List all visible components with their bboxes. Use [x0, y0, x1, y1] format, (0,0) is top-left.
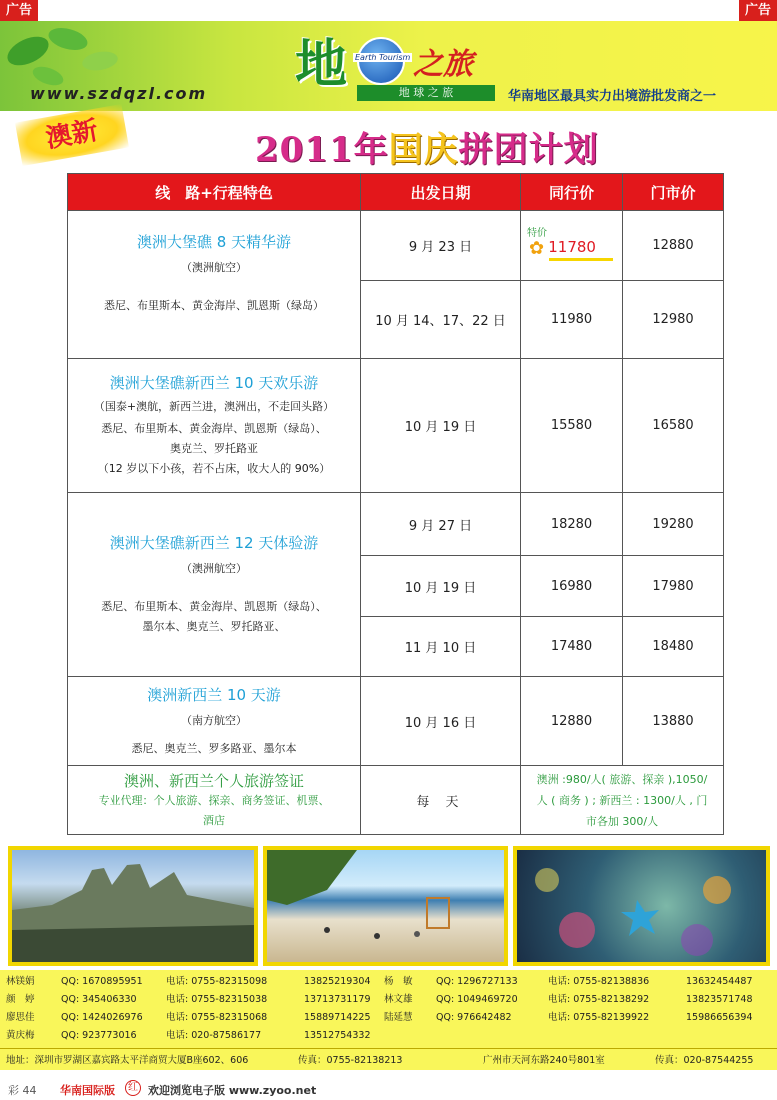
fax-guangzhou: 传真：020-87544255 — [655, 1055, 754, 1066]
logo-char: 地 — [295, 34, 348, 95]
route-note: （12 岁以下小孩，若不占床，收大人的 90%） — [97, 462, 331, 475]
retail-price: 17980 — [623, 556, 724, 617]
retail-price: 12980 — [623, 281, 724, 359]
ad-tag-left: 广告 — [0, 0, 38, 21]
table-header-row — [68, 174, 724, 211]
contact-tel: 电话: 0755-82138292 — [548, 994, 650, 1005]
contact-mobile: 13512754332 — [304, 1030, 371, 1041]
table-row — [68, 766, 724, 835]
route-cell — [68, 211, 361, 359]
photo-strip — [8, 846, 770, 966]
contact-name: 杨 敏 — [384, 976, 413, 987]
logo-band: 地 球 之 旅 — [357, 85, 495, 101]
route-cities-2: 奥克兰、罗托路亚 — [170, 442, 258, 455]
contact-mobile: 15986656394 — [686, 1012, 753, 1023]
photo-reef — [513, 846, 770, 966]
title-suffix: 拼团计划 — [458, 130, 599, 170]
date-cell: 11 月 10 日 — [361, 617, 521, 677]
table-row — [68, 211, 724, 281]
contact-mobile: 13632454487 — [686, 976, 753, 987]
route-title: 澳洲大堡礁 8 天精华游 — [136, 233, 292, 251]
visa-sub-2: 酒店 — [203, 813, 225, 827]
contact-tel: 电话: 0755-82138836 — [548, 976, 650, 987]
retail-price: 16580 — [623, 359, 724, 493]
peer-price: 11980 — [521, 281, 623, 359]
special-underline — [549, 258, 613, 261]
contact-qq: QQ: 345406330 — [61, 994, 137, 1005]
route-title: 澳洲大堡礁新西兰 10 天欢乐游 — [109, 374, 319, 392]
fax-shenzhen: 传真：0755-82138213 — [298, 1055, 403, 1066]
route-cell — [68, 359, 361, 493]
special-label: 特价 — [527, 227, 547, 239]
address-guangzhou: 广州市天河东路240号801室 — [483, 1055, 605, 1066]
page-number: 彩 44 — [8, 1084, 37, 1097]
route-airline: （澳洲航空） — [181, 562, 247, 575]
contact-qq: QQ: 976642482 — [436, 1012, 512, 1023]
route-cities: 悉尼、布里斯本、黄金海岸、凯恩斯（绿岛）、 — [101, 422, 327, 435]
route-cell — [68, 677, 361, 766]
date-cell: 10 月 14、17、22 日 — [361, 281, 521, 359]
table-row — [68, 677, 724, 766]
edition-circle: 红 — [125, 1080, 141, 1096]
globe-text: Earth Tourism — [355, 53, 411, 62]
date-cell: 9 月 23 日 — [361, 211, 521, 281]
header-route: 线 路+行程特色 — [68, 174, 361, 211]
contact-qq: QQ: 1049469720 — [436, 994, 518, 1005]
visa-sub: 专业代理：个人旅游、探亲、商务签证、机票、 — [98, 793, 330, 807]
retail-price: 18480 — [623, 617, 724, 677]
contact-name: 黄庆梅 — [6, 1030, 35, 1041]
contact-name: 颜 婷 — [6, 994, 35, 1005]
contact-tel: 电话: 0755-82315098 — [166, 976, 268, 987]
route-airline: （南方航空） — [181, 713, 247, 727]
footer-tagline[interactable]: 欢迎浏览电子版 www.zyoo.net — [148, 1084, 317, 1097]
page-title — [255, 122, 599, 171]
date-cell: 10 月 19 日 — [361, 359, 521, 493]
header-banner — [0, 21, 777, 111]
contact-qq: QQ: 923773016 — [61, 1030, 137, 1041]
date-cell: 10 月 19 日 — [361, 556, 521, 617]
peer-price: 18280 — [521, 493, 623, 556]
contact-name: 林镁娟 — [6, 976, 35, 987]
header-date: 出发日期 — [361, 174, 521, 211]
peer-price: 11780 — [548, 237, 596, 256]
header-retail-price: 门市价 — [623, 174, 724, 211]
visa-title: 澳洲、新西兰个人旅游签证 — [123, 771, 304, 790]
contact-tel: 电话: 0755-82315038 — [166, 994, 268, 1005]
peer-price: 16980 — [521, 556, 623, 617]
contact-qq: QQ: 1424026976 — [61, 1012, 143, 1023]
visa-price-line: 人 ( 商务 ) ; 新西兰 : 1300/人 , 门 — [536, 793, 708, 807]
retail-price: 12880 — [623, 211, 724, 281]
route-cities: 悉尼、奥克兰、罗多路亚、墨尔本 — [131, 741, 297, 755]
visa-price-cell — [521, 766, 724, 835]
route-cities: 悉尼、布里斯本、黄金海岸、凯恩斯（绿岛）、 — [101, 600, 327, 613]
contact-panel — [0, 970, 777, 1070]
contact-qq: QQ: 1670895951 — [61, 976, 143, 987]
date-cell: 10 月 16 日 — [361, 677, 521, 766]
retail-price: 19280 — [623, 493, 724, 556]
route-cities-2: 墨尔本、奥克兰、罗托路亚、 — [142, 620, 286, 633]
region-badge: 澳新 — [15, 104, 129, 166]
route-airline: （澳洲航空） — [181, 261, 247, 274]
photo-blue-mountains — [8, 846, 258, 966]
flower-icon: ✿ — [529, 237, 545, 259]
route-title: 澳洲新西兰 10 天游 — [147, 685, 281, 704]
contact-tel: 电话: 020-87586177 — [166, 1030, 262, 1041]
peer-price: 17480 — [521, 617, 623, 677]
contact-mobile: 13823571748 — [686, 994, 753, 1005]
contact-name: 陆延慧 — [384, 1012, 413, 1023]
page-footer — [0, 1076, 777, 1100]
contact-qq: QQ: 1296727133 — [436, 976, 518, 987]
contact-tel: 电话: 0755-82315068 — [166, 1012, 268, 1023]
slogan: 华南地区最具实力出境游批发商之一 — [508, 89, 717, 104]
company-logo — [295, 35, 505, 101]
contact-tel: 电话: 0755-82139922 — [548, 1012, 650, 1023]
peer-price: 15580 — [521, 359, 623, 493]
logo-suffix: 之旅 — [413, 47, 473, 82]
ad-tag-right: 广告 — [739, 0, 777, 21]
visa-price-line: 市各加 300/人 — [585, 814, 659, 828]
title-highlight: 国庆 — [388, 130, 459, 170]
visa-cell — [68, 766, 361, 835]
contact-mobile: 13713731179 — [304, 994, 371, 1005]
table-row — [68, 359, 724, 493]
edition-name: 华南国际版 — [60, 1084, 115, 1097]
route-cell — [68, 493, 361, 677]
contact-mobile: 13825219304 — [304, 976, 371, 987]
peer-price-cell — [521, 211, 623, 281]
route-airline: （国泰+澳航，新西兰进，澳洲出，不走回头路） — [93, 400, 335, 413]
address-shenzhen: 地址：深圳市罗湖区嘉宾路太平洋商贸大厦B座602、606 — [6, 1055, 249, 1066]
peer-price: 12880 — [521, 677, 623, 766]
contact-mobile: 15889714225 — [304, 1012, 371, 1023]
address-line — [0, 1048, 777, 1070]
visa-daily: 每 天 — [361, 766, 521, 835]
contact-name: 廖思佳 — [6, 1012, 35, 1023]
retail-price: 13880 — [623, 677, 724, 766]
leaves-icon — [0, 21, 150, 91]
contact-name: 林文雄 — [384, 994, 413, 1005]
route-cities: 悉尼、布里斯本、黄金海岸、凯恩斯（绿岛） — [104, 299, 324, 312]
date-cell: 9 月 27 日 — [361, 493, 521, 556]
website-url[interactable]: www.szdqzl.com — [30, 84, 208, 103]
title-prefix: 2011年 — [255, 130, 389, 170]
photo-beach — [263, 846, 508, 966]
table-row — [68, 493, 724, 556]
visa-price-line: 澳洲 :980/人( 旅游、探亲 ),1050/ — [536, 772, 708, 786]
tour-plan-table — [67, 173, 724, 835]
route-title: 澳洲大堡礁新西兰 12 天体验游 — [109, 534, 319, 552]
header-peer-price: 同行价 — [521, 174, 623, 211]
